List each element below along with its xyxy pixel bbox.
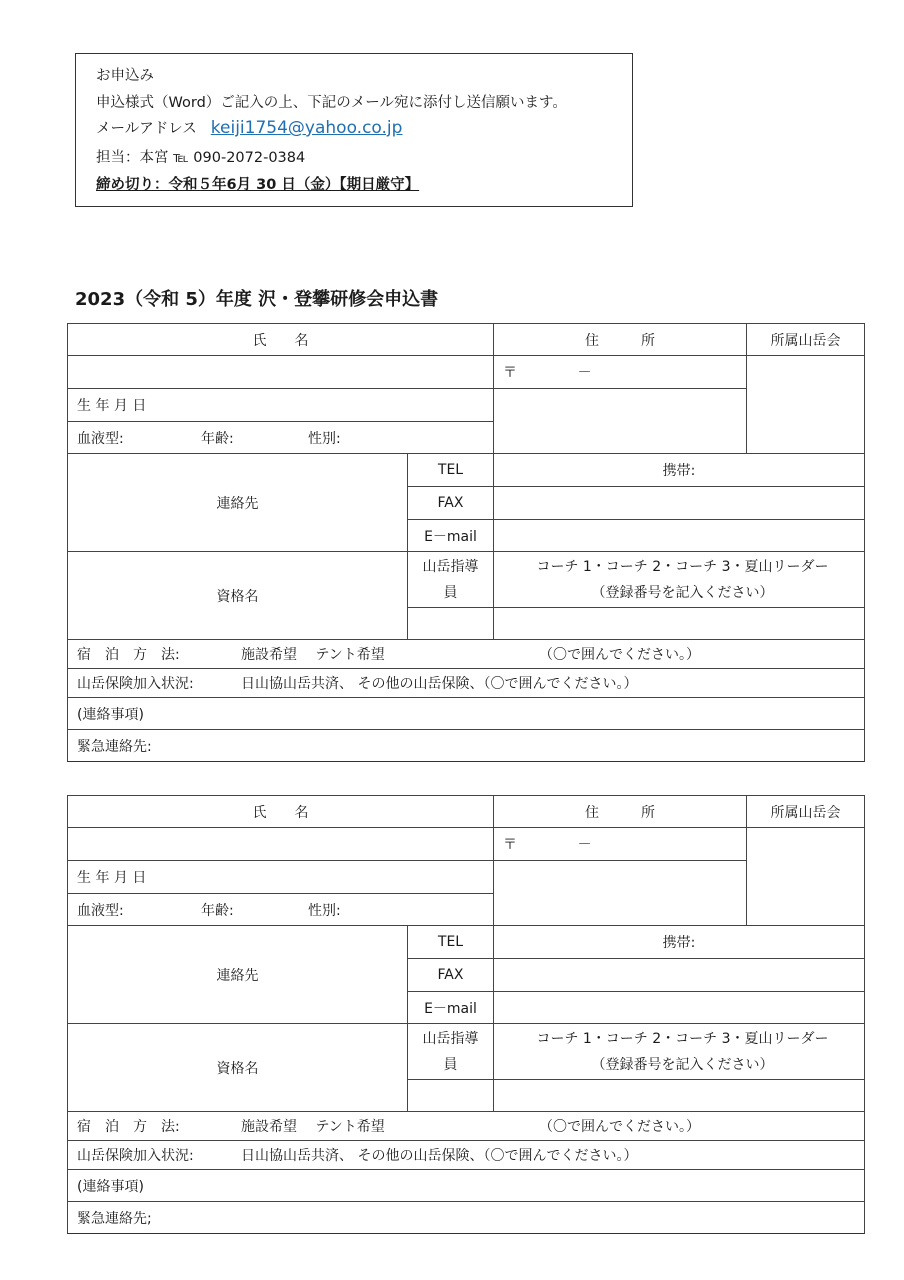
insurance-label: 山岳保険加入状況: [77,676,194,692]
gender-label: 性別: [308,902,341,919]
postal-code-field[interactable]: 〒 － [493,355,747,389]
fax-field[interactable] [493,958,865,992]
emergency-contact-row[interactable]: 緊急連絡先: [67,729,865,762]
application-notice-box [75,53,633,207]
tel-label: TEL [407,925,494,959]
birthdate-field[interactable]: 生 年 月 日 [67,860,494,894]
notice-deadline: 締め切り：令和５年6月 30 日（金）【期日厳守】 [96,177,420,193]
email-label: E－mail [407,519,494,552]
age-label: 年齢: [201,902,234,919]
insurance-options: 日山協山岳共済、 その他の山岳保険、（〇で囲んでください。） [241,676,638,692]
address-header: 住 所 [493,795,747,828]
other-qualification-field[interactable] [493,1079,865,1112]
postal-code-field[interactable]: 〒 － [493,827,747,861]
qualification-label: 資格名 [67,1023,408,1112]
email-field[interactable] [493,991,865,1024]
blood-type-label: 血液型: [77,430,124,447]
notice-email-line [96,117,402,138]
blood-type-label: 血液型: [77,902,124,919]
blood-age-gender-row[interactable] [67,893,494,926]
name-header: 氏 名 [67,795,494,828]
lodging-note: （〇で囲んでください。） [539,1119,700,1135]
mountain-instructor-label [407,551,494,608]
email-label: E－mail [407,991,494,1024]
lodging-options: 施設希望 テント希望 [241,1119,385,1135]
gender-label: 性別: [308,430,341,447]
contact-label: 連絡先 [67,925,408,1024]
notice-instruction: 申込様式（Word）ご記入の上、下記のメール宛に添付し送信願います。 [96,95,567,111]
age-label: 年齢: [201,430,234,447]
insurance-row[interactable] [67,1140,865,1170]
notice-heading: お申込み [96,68,154,84]
tel-mobile-field[interactable]: 携帯: [493,925,865,959]
coach-options: コーチ 1・コーチ 2・コーチ 3・夏山リーダー [536,1030,829,1047]
coach-options-field[interactable] [493,551,865,608]
contact-label: 連絡先 [67,453,408,552]
club-field[interactable] [746,355,865,454]
lodging-options: 施設希望 テント希望 [241,647,385,663]
registration-note: （登録番号を記入ください） [591,1056,774,1073]
other-qualification-field[interactable] [493,607,865,640]
address-header: 住 所 [493,323,747,356]
address-field[interactable] [493,860,747,926]
address-field[interactable] [493,388,747,454]
club-header: 所属山岳会 [746,323,865,356]
club-header: 所属山岳会 [746,795,865,828]
birthdate-field[interactable]: 生 年 月 日 [67,388,494,422]
name-header: 氏 名 [67,323,494,356]
lodging-label: 宿 泊 方 法: [77,647,180,663]
notice-contact: 担当：本宮 ℡ 090-2072-0384 [96,150,306,166]
emergency-contact-row[interactable]: 緊急連絡先; [67,1201,865,1234]
coach-options-field[interactable] [493,1023,865,1080]
lodging-row[interactable] [67,639,865,669]
name-field[interactable] [67,827,494,861]
blood-age-gender-row[interactable] [67,421,494,454]
qualification-label: 資格名 [67,551,408,640]
email-field[interactable] [493,519,865,552]
lodging-note: （〇で囲んでください。） [539,647,700,663]
page-title: 2023（令和 5）年度 沢・登攀研修会申込書 [75,289,439,310]
instructor-label-line2: 員 [443,1056,458,1073]
lodging-row[interactable] [67,1111,865,1141]
tel-mobile-field[interactable]: 携帯: [493,453,865,487]
insurance-label: 山岳保険加入状況: [77,1148,194,1164]
instructor-label-line1: 山岳指導 [422,558,479,575]
name-field[interactable] [67,355,494,389]
remarks-row[interactable]: (連絡事項) [67,1169,865,1202]
instructor-label-line1: 山岳指導 [422,1030,479,1047]
lodging-label: 宿 泊 方 法: [77,1119,180,1135]
mountain-instructor-label [407,1023,494,1080]
insurance-options: 日山協山岳共済、 その他の山岳保険、（〇で囲んでください。） [241,1148,638,1164]
other-qualification-label-field[interactable] [407,607,494,640]
fax-label: FAX [407,958,494,992]
email-label: メールアドレス [96,121,197,137]
coach-options: コーチ 1・コーチ 2・コーチ 3・夏山リーダー [536,558,829,575]
remarks-row[interactable]: (連絡事項) [67,697,865,730]
fax-field[interactable] [493,486,865,520]
other-qualification-label-field[interactable] [407,1079,494,1112]
tel-label: TEL [407,453,494,487]
instructor-label-line2: 員 [443,584,458,601]
insurance-row[interactable] [67,668,865,698]
fax-label: FAX [407,486,494,520]
club-field[interactable] [746,827,865,926]
registration-note: （登録番号を記入ください） [591,584,774,601]
email-link[interactable]: keiji1754@yahoo.co.jp [210,118,403,138]
